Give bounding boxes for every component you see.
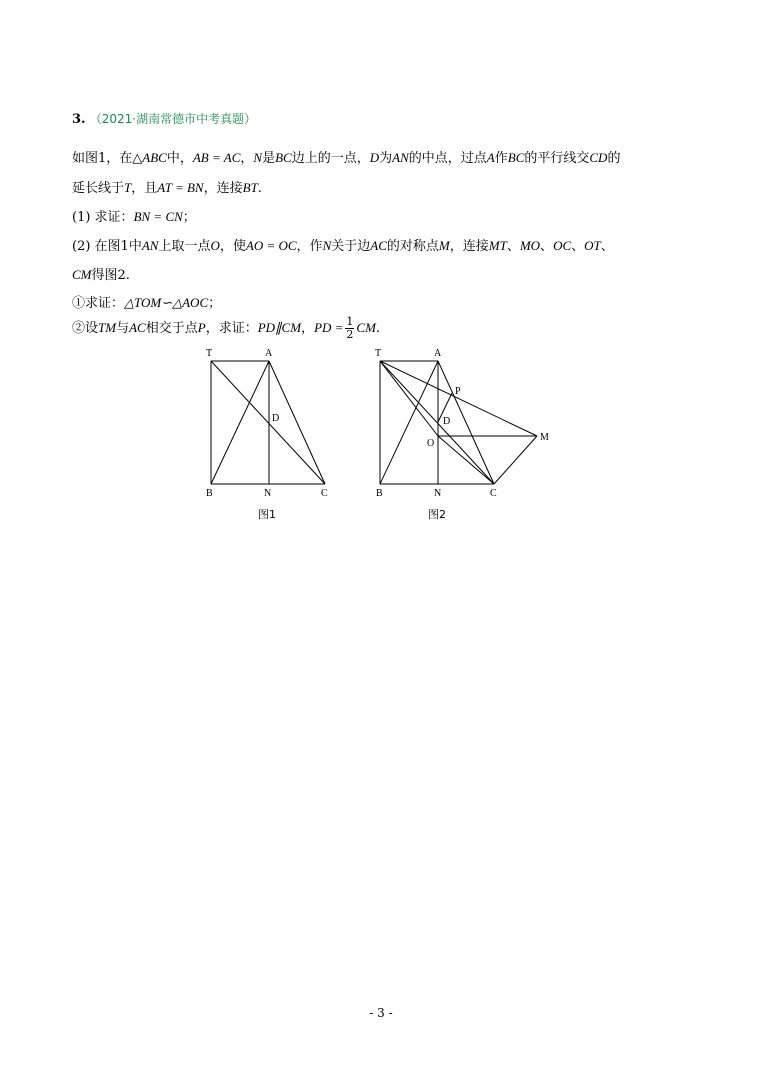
math: A: [486, 150, 495, 165]
figure-1-caption: 图1: [258, 508, 276, 521]
text: 、: [571, 239, 585, 254]
label-B: B: [206, 488, 213, 499]
text: ，作: [296, 239, 323, 254]
fraction-denominator: 2: [346, 328, 354, 341]
math: AC: [129, 320, 146, 335]
text: 延长线于: [72, 181, 125, 196]
math: PD =: [314, 320, 344, 335]
text: 相交于点: [145, 321, 198, 336]
math: O: [210, 238, 220, 253]
math: P: [197, 320, 206, 335]
label-A: A: [434, 348, 442, 359]
label-N: N: [434, 488, 442, 499]
label-C: C: [321, 488, 328, 499]
math: T: [124, 180, 132, 195]
math: M: [438, 238, 450, 253]
text: 、: [600, 239, 614, 254]
math: AN: [392, 150, 409, 165]
text: 作: [494, 151, 508, 166]
math: BC: [507, 150, 525, 165]
math: CM: [72, 267, 92, 282]
question-number: 3.: [72, 112, 86, 127]
label-P: P: [455, 386, 461, 397]
figure-2-caption: 图2: [428, 508, 446, 521]
math: MT: [488, 238, 507, 253]
figure-1: [200, 344, 340, 526]
math: AB = AC: [192, 150, 241, 165]
fraction-numerator: 1: [346, 315, 354, 328]
sub-question-2: [72, 316, 380, 341]
segment-TC: [211, 361, 325, 484]
text: 关于边: [331, 239, 371, 254]
segment-TM: [380, 361, 537, 436]
text: ；: [208, 296, 222, 311]
text: ，连接: [449, 239, 489, 254]
math: OT: [584, 238, 601, 253]
label-D: D: [443, 416, 451, 427]
text: ，且: [131, 181, 158, 196]
text: 中，: [166, 151, 193, 166]
text: ，使: [219, 239, 246, 254]
math: CD: [589, 150, 608, 165]
stem-line-1: [72, 147, 620, 166]
text: ，: [240, 151, 254, 166]
text: 、: [506, 239, 520, 254]
math: AN: [141, 238, 159, 253]
text: 上取一点: [158, 239, 211, 254]
part-2-line-2: [72, 264, 130, 283]
math: N: [322, 238, 332, 253]
text: 边上的一点，: [291, 151, 370, 166]
sub-question-1: [72, 292, 221, 311]
label-T: T: [375, 348, 382, 359]
math: TM: [98, 320, 117, 335]
label-M: M: [540, 432, 549, 443]
math: MO: [519, 238, 541, 253]
text: ①求证：: [72, 296, 125, 311]
label-N: N: [264, 488, 272, 499]
segment-OC: [438, 436, 494, 484]
text: 的: [607, 151, 621, 166]
math: BC: [275, 150, 292, 165]
text: 的平行线交: [524, 151, 590, 166]
math: ABC: [142, 150, 167, 165]
text: 是: [262, 151, 276, 166]
question-source: （2021·湖南常德市中考真题）: [89, 112, 257, 126]
text: 的中点，过点: [408, 151, 487, 166]
part-2-line-1: [72, 235, 614, 254]
page-number: - 3 -: [369, 1006, 393, 1020]
math: AT = BN: [157, 180, 204, 195]
text: ；: [182, 210, 196, 225]
fraction-one-half: [345, 316, 354, 341]
math: AO = OC: [245, 238, 297, 253]
math: BT: [242, 180, 258, 195]
label-A: A: [265, 348, 273, 359]
segment-TC: [380, 361, 494, 484]
text: 与: [116, 321, 130, 336]
math: CM: [356, 320, 376, 335]
math: PD∥CM: [257, 320, 302, 335]
text: 的对称点: [386, 239, 439, 254]
text: 、: [540, 239, 554, 254]
label-T: T: [206, 348, 213, 359]
label-B: B: [376, 488, 383, 499]
math: OC: [553, 238, 572, 253]
text: (1) 求证：: [72, 210, 134, 225]
text: ，求证：: [205, 321, 258, 336]
text: .: [375, 321, 381, 336]
label-O: O: [427, 438, 435, 449]
text: ，连接: [203, 181, 243, 196]
stem-line-2: [72, 177, 262, 196]
question-header: [72, 110, 256, 127]
figure-2: [370, 344, 560, 526]
text: .: [257, 181, 262, 196]
text: 如图1，在△: [72, 151, 143, 166]
math: △TOM∽△AOC: [124, 295, 209, 310]
math: N: [253, 150, 263, 165]
label-C: C: [490, 488, 497, 499]
part-1: [72, 206, 196, 225]
label-D: D: [272, 413, 280, 424]
segment-AB: [380, 361, 438, 484]
text: 为: [379, 151, 393, 166]
math: D: [369, 150, 380, 165]
text: 得图2.: [91, 268, 130, 283]
text: ②设: [72, 321, 99, 336]
segment-CM: [494, 436, 537, 484]
math: BN = CN: [133, 209, 183, 224]
segment-TO: [380, 361, 438, 436]
segment-AB: [211, 361, 269, 484]
math: AC: [370, 238, 387, 253]
text: ，: [301, 321, 315, 336]
text: (2) 在图1中: [72, 239, 142, 254]
